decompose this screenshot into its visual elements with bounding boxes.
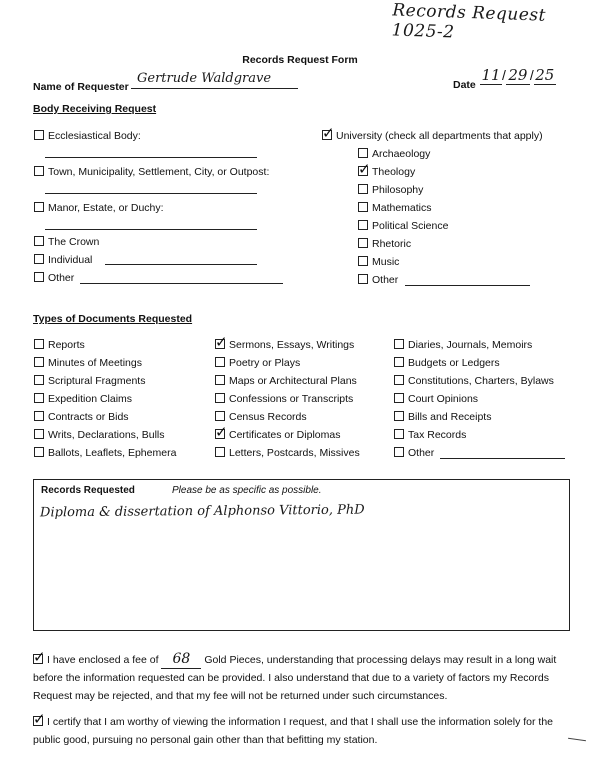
checkbox[interactable] xyxy=(358,166,368,176)
option-town[interactable] xyxy=(34,166,269,178)
checkbox[interactable] xyxy=(215,429,225,439)
dept-mathematics[interactable] xyxy=(358,202,432,214)
checkbox[interactable] xyxy=(394,339,404,349)
option-manor[interactable] xyxy=(34,202,164,214)
certify-checkbox[interactable] xyxy=(33,716,43,726)
checkbox[interactable] xyxy=(358,220,368,230)
checkbox[interactable] xyxy=(34,272,44,282)
option-crown[interactable] xyxy=(34,236,99,248)
dept-philosophy[interactable] xyxy=(358,184,423,196)
option-label: Mathematics xyxy=(372,202,432,214)
option-label: Budgets or Ledgers xyxy=(408,357,500,369)
type-budgets[interactable] xyxy=(394,357,500,369)
type-sermons[interactable] xyxy=(215,339,354,351)
option-label: Census Records xyxy=(229,411,307,423)
type-minutes[interactable] xyxy=(34,357,142,369)
dept-archaeology[interactable] xyxy=(358,148,430,160)
type-tax[interactable] xyxy=(394,429,466,441)
option-label: Tax Records xyxy=(408,429,467,441)
option-label: Ecclesiastical Body: xyxy=(48,130,141,142)
option-label: Diaries, Journals, Memoirs xyxy=(408,339,533,351)
option-label: Poetry or Plays xyxy=(229,357,301,369)
option-label: Ballots, Leaflets, Ephemera xyxy=(48,447,177,459)
date-sep-1: / xyxy=(502,67,506,83)
records-requested-box[interactable] xyxy=(33,479,570,631)
option-university[interactable] xyxy=(322,130,543,142)
dept-other[interactable] xyxy=(358,274,398,286)
checkbox[interactable] xyxy=(215,357,225,367)
option-ecclesiastical[interactable] xyxy=(34,130,141,142)
certify-text: I certify that I am worthy of viewing the information I request, and that I shall use the information solely for the public good, pursuing no personal gain other than that befitting my station. xyxy=(33,716,553,746)
option-label: Individual xyxy=(48,254,93,266)
checkbox[interactable] xyxy=(394,357,404,367)
checkbox[interactable] xyxy=(358,184,368,194)
option-label: Letters, Postcards, Missives xyxy=(229,447,360,459)
fee-amount[interactable]: 68 xyxy=(161,650,201,669)
type-letters[interactable] xyxy=(215,447,360,459)
body-section-heading: Body Receiving Request xyxy=(33,103,157,115)
checkbox[interactable] xyxy=(34,411,44,421)
option-label: Contracts or Bids xyxy=(48,411,129,423)
date-day: 29 xyxy=(506,66,530,85)
requester-field[interactable]: Gertrude Waldgrave xyxy=(131,71,298,89)
dept-music[interactable] xyxy=(358,256,399,268)
option-label: Philosophy xyxy=(372,184,424,196)
form-title: Records Request Form xyxy=(242,54,358,66)
checkbox[interactable] xyxy=(358,202,368,212)
option-label: Rhetoric xyxy=(372,238,412,250)
town-line[interactable] xyxy=(45,193,257,194)
fee-after: Gold Pieces, understanding that processing delays may result in a long wait before the information requested can be provided. I also understand that due to a variety of factors my Records Request may be rejected, and that my fee will not be returned under such circumstances. xyxy=(33,654,557,702)
type-other[interactable] xyxy=(394,447,434,459)
option-label: Political Science xyxy=(372,220,449,232)
option-label: Music xyxy=(372,256,400,268)
fee-statement xyxy=(33,650,573,705)
checkbox[interactable] xyxy=(358,274,368,284)
type-ballots[interactable] xyxy=(34,447,176,459)
type-poetry[interactable] xyxy=(215,357,300,369)
other-body-line[interactable] xyxy=(80,283,283,284)
checkbox[interactable] xyxy=(394,411,404,421)
option-label: Other xyxy=(48,272,75,284)
option-label: Bills and Receipts xyxy=(408,411,492,423)
checkbox[interactable] xyxy=(358,256,368,266)
type-contracts[interactable] xyxy=(34,411,129,423)
option-label: Court Opinions xyxy=(408,393,479,405)
option-label: Other xyxy=(372,274,399,286)
dept-political-science[interactable] xyxy=(358,220,448,232)
checkbox[interactable] xyxy=(215,339,225,349)
option-individual[interactable] xyxy=(34,254,92,266)
date-year: 25 xyxy=(535,66,555,84)
type-diaries[interactable] xyxy=(394,339,532,351)
checkbox[interactable] xyxy=(34,357,44,367)
checkbox[interactable] xyxy=(394,375,404,385)
option-label: Expedition Claims xyxy=(48,393,133,405)
checkbox[interactable] xyxy=(34,429,44,439)
option-label: Sermons, Essays, Writings xyxy=(229,339,355,351)
type-other-line[interactable] xyxy=(440,458,565,459)
option-label: The Crown xyxy=(48,236,100,248)
option-label: Writs, Declarations, Bulls xyxy=(48,429,165,441)
option-label: Confessions or Transcripts xyxy=(229,393,354,405)
checkbox[interactable] xyxy=(394,393,404,403)
type-writs[interactable] xyxy=(34,429,165,441)
dept-other-line[interactable] xyxy=(405,285,530,286)
option-label: Reports xyxy=(48,339,85,351)
type-bills[interactable] xyxy=(394,411,491,423)
option-label: Maps or Architectural Plans xyxy=(229,375,357,387)
date-label: Date xyxy=(453,79,476,91)
checkbox[interactable] xyxy=(34,236,44,246)
option-label: Theology xyxy=(372,166,416,178)
checkbox[interactable] xyxy=(34,393,44,403)
checkbox[interactable] xyxy=(394,429,404,439)
checkbox[interactable] xyxy=(358,148,368,158)
checkbox[interactable] xyxy=(34,339,44,349)
checkbox[interactable] xyxy=(34,130,44,140)
checkbox[interactable] xyxy=(358,238,368,248)
checkbox[interactable] xyxy=(215,411,225,421)
type-census[interactable] xyxy=(215,411,307,423)
date-sep-2: / xyxy=(529,67,534,83)
fee-before: I have enclosed a fee of xyxy=(47,654,159,666)
option-label: Scriptural Fragments xyxy=(48,375,146,387)
dept-theology[interactable] xyxy=(358,166,415,178)
option-label: Archaeology xyxy=(372,148,431,160)
type-constitutions[interactable] xyxy=(394,375,554,387)
fee-checkbox[interactable] xyxy=(33,654,43,664)
type-certificates[interactable] xyxy=(215,429,340,441)
type-confessions[interactable] xyxy=(215,393,353,405)
checkbox[interactable] xyxy=(215,393,225,403)
option-label: Town, Municipality, Settlement, City, or Outpost: xyxy=(48,166,270,178)
requester-label: Name of Requester xyxy=(33,81,129,93)
checkbox[interactable] xyxy=(322,130,332,140)
checkbox[interactable] xyxy=(394,447,404,457)
checkbox[interactable] xyxy=(215,447,225,457)
type-expedition[interactable] xyxy=(34,393,132,405)
types-section-heading: Types of Documents Requested xyxy=(33,313,193,325)
records-requested-hint: Please be as specific as possible. xyxy=(172,485,322,496)
option-label: Constitutions, Charters, Bylaws xyxy=(408,375,554,387)
option-label: University (check all departments that apply) xyxy=(336,130,543,142)
checkbox[interactable] xyxy=(34,375,44,385)
records-requested-label: Records Requested xyxy=(41,485,135,496)
type-maps[interactable] xyxy=(215,375,357,387)
type-scriptural[interactable] xyxy=(34,375,145,387)
records-requested-value[interactable]: Diploma & dissertation of Alphonso Vittorio, PhD xyxy=(39,502,365,521)
manor-line[interactable] xyxy=(45,229,257,230)
option-label: Minutes of Meetings xyxy=(48,357,142,369)
certify-statement xyxy=(33,713,573,749)
individual-line[interactable] xyxy=(105,264,257,265)
dept-rhetoric[interactable] xyxy=(358,238,411,250)
option-label: Other xyxy=(408,447,435,459)
option-other-body[interactable] xyxy=(34,272,74,284)
type-reports[interactable] xyxy=(34,339,85,351)
date-field[interactable] xyxy=(480,66,556,85)
checkbox[interactable] xyxy=(34,166,44,176)
ecclesiastical-line[interactable] xyxy=(45,157,257,158)
checkbox[interactable] xyxy=(34,447,44,457)
checkbox[interactable] xyxy=(34,202,44,212)
option-label: Manor, Estate, or Duchy: xyxy=(48,202,164,214)
checkbox[interactable] xyxy=(215,375,225,385)
corner-note: Records Request 1025-2 xyxy=(391,0,547,43)
option-label: Certificates or Diplomas xyxy=(229,429,341,441)
type-court[interactable] xyxy=(394,393,478,405)
checkbox[interactable] xyxy=(34,254,44,264)
date-month: 11 xyxy=(481,66,501,84)
